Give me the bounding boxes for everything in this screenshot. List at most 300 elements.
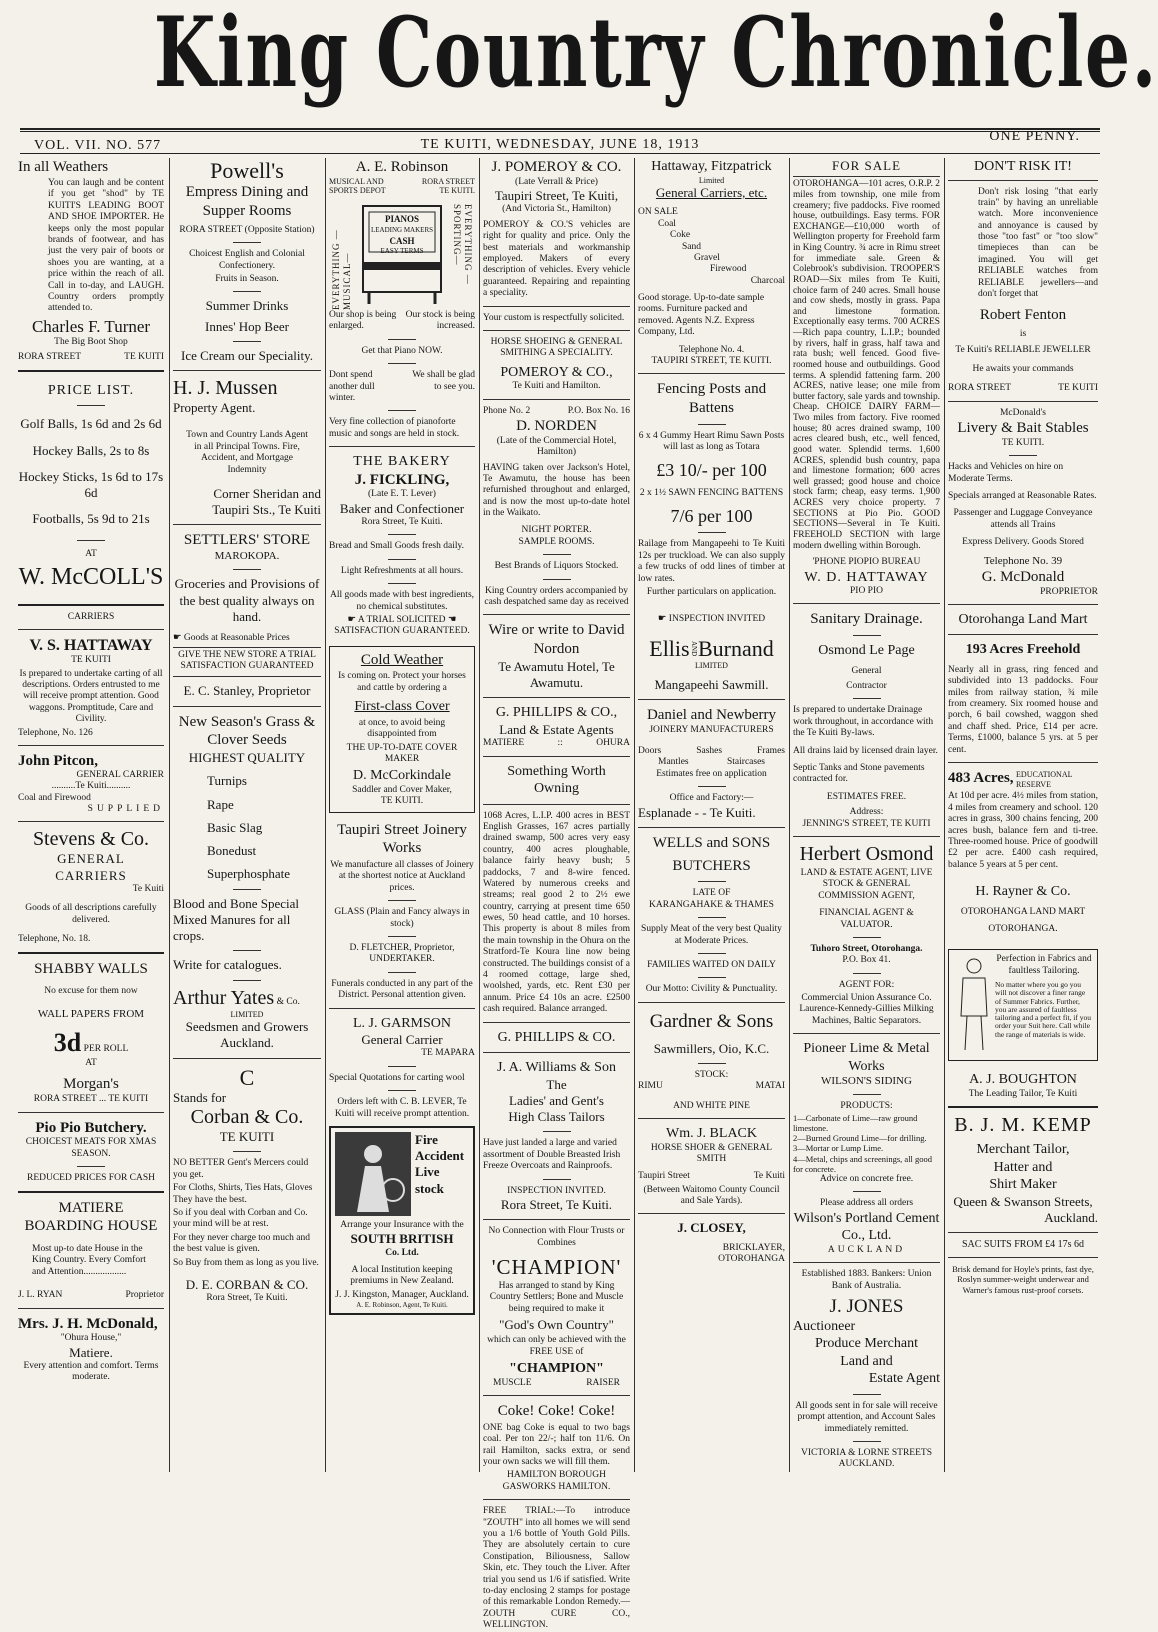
stevens-town: Te Kuiti (132, 883, 164, 894)
stevens-tel: Telephone, No. 18. (18, 934, 91, 945)
mcdonald-house: "Ohura House," (60, 1333, 122, 1344)
robinson-get: Get that Piano NOW. (361, 345, 443, 356)
mart-heading: Otorohanga Land Mart (958, 611, 1088, 627)
sb-arrange: Arrange your Insurance with the (340, 1219, 464, 1230)
sb-local: A local Institution keeping premiums in New Zealand. (350, 1264, 454, 1287)
sb-fire: Fire (415, 1131, 438, 1147)
column-6 (793, 158, 940, 1474)
norden-phone: Phone No. 2 (483, 405, 531, 416)
livery-name: G. McDonald (981, 568, 1065, 585)
column-rule (479, 158, 480, 1472)
norden-name: D. NORDEN (516, 417, 597, 434)
livery-telephone: Telephone No. 39 (983, 554, 1063, 567)
cold-heading: Cold Weather (360, 651, 444, 668)
livery-body3: Passenger and Luggage Conveyance attends all Trains (953, 508, 1093, 530)
bakery-late: (Late E. T. Lever) (368, 489, 436, 500)
dateline-rule (20, 153, 1100, 154)
sanitary-address-label: Address: (849, 807, 884, 818)
yates-name: Arthur Yates (173, 986, 275, 1009)
hattaway-limited: Limited (698, 175, 725, 185)
settlers-guarantee: GIVE THE NEW STORE A TRIAL SATISFACTION GUARANTEED (178, 649, 316, 671)
jones-role: Auctioneer (793, 1318, 856, 1334)
cold-body2: at once, to avoid being disappointed from (358, 717, 446, 740)
cold-maker: THE UP-TO-DATE COVER MAKER (346, 742, 458, 764)
lime-siding: WILSON'S SIDING (821, 1075, 912, 1088)
joinery-body: We manufacture all classes of Joinery at the shortest notice at Auckland prices. (330, 860, 474, 893)
price-item: Hockey Sticks, 1s 6d to 17s 6d (18, 468, 164, 501)
sb-name: SOUTH BRITISH (350, 1231, 454, 1247)
stanley-proprietor: E. C. Stanley, Proprietor (183, 683, 311, 699)
bakery-heading: THE BAKERY (353, 454, 451, 470)
pitcon-name: John Pitcon, (18, 752, 99, 769)
corban-line: For Cloths, Shirts, Ties Hats, Gloves They have the best. (173, 1183, 313, 1205)
sale-town: PIO PIO (850, 586, 883, 597)
rayner-mart: OTOROHANGA LAND MART (960, 906, 1086, 917)
champion-muscle: MUSCLE (493, 1377, 532, 1388)
livery-town: TE KUITI. (1001, 437, 1045, 448)
williams-line: Ladies' and Gent's (509, 1092, 604, 1108)
pomeroy-custom: Your custom is respectfully solicited. (483, 312, 625, 323)
weather-body: You can laugh and be content if you get "shod" by TE KUITI'S LEADING BOOT AND SHOE IMPORTER. He keeps only the most popular brands of footwear, and has just the very pair of boots or shoes you are wanting, at a price within the reach of all. Call in to-day, and LAUGH. Country orders promptly attended to. (48, 178, 164, 314)
garmson-orders: Orders left with C. B. LEVER, Te Kuiti will receive prompt attention. (334, 1097, 470, 1119)
livery-heading2: Livery & Bait Stables (957, 420, 1089, 437)
phillips-town2: OHURA (596, 738, 630, 749)
lime-orders: Please address all orders (819, 1198, 914, 1209)
hattaway-address: TAUPIRI STREET, TE KUITI. (651, 356, 772, 367)
piano-illustration (329, 200, 475, 310)
yates-town: Auckland. (220, 1035, 274, 1051)
ellis-name: Ellis (649, 635, 690, 661)
corban-line: For they never charge too much and the best value is given. (173, 1232, 311, 1255)
joinery-glass: GLASS (Plain and Fancy always in stock) (334, 907, 470, 929)
black-address: Taupiri Street (638, 1171, 690, 1182)
newspaper-title: King Country Chronicle. (153, 0, 1158, 109)
powell-drinks: Summer Drinks (205, 298, 289, 314)
shabby-line: WALL PAPERS FROM (37, 1007, 145, 1020)
kemp-body: Brisk demand for Hoyle's prints, fast dye, Roslyn summer-weight underwear and Warner's famous rust-proof corsets. (952, 1264, 1094, 1295)
sale-item: Firewood (710, 264, 747, 275)
shabby-heading: SHABBY WALLS (34, 960, 148, 977)
robinson-collection: Very fine collection of pianoforte music and songs are held in stock. (329, 417, 460, 439)
daniel-role: JOINERY MANUFACTURERS (649, 724, 774, 735)
bakery-light: Light Refreshments at all hours. (340, 565, 464, 576)
sanitary-role2: Contractor (846, 681, 887, 692)
livery-heading: McDonald's (999, 407, 1047, 418)
robinson-vertical-right: EVERYTHING —SPORTING— (452, 203, 473, 285)
turner-shop: The Big Boot Shop (54, 337, 128, 348)
vsh-telephone: Telephone, No. 126 (18, 727, 93, 738)
robinson-name: A. E. Robinson (355, 159, 449, 175)
wilson-name: Wilson's Portland Cement Co., Ltd. (793, 1210, 940, 1244)
powell-line: Supper Rooms (202, 203, 292, 220)
sale-name: W. D. HATTAWAY (804, 569, 929, 585)
zouth-body: FREE TRIAL:—To introduce "ZOUTH" into all homes we will send you a 1/6 bottle of Youth Gold Pills. They are absolutely certain to cure Constipation, Biliousness, Sallow Skin, etc. They touch the Liver. After trial you send us 1/6 if satisfied. Write to-day enclosing 2 stamps for postage of this remarkable London Remedy.—ZOUTH CURE CO., WELLINGTON. (483, 1506, 630, 1631)
cold-role: Saddler and Cover Maker, (352, 784, 452, 795)
champion-gods: "God's Own Country" (499, 1317, 614, 1333)
piano-label: LEADING MAKERS (370, 225, 434, 234)
mart-483: 483 Acres, (948, 770, 1014, 787)
wilson-town: AUCKLAND (827, 1244, 906, 1255)
black-town: Te Kuiti (753, 1171, 785, 1182)
stevens-name: Stevens & Co. (32, 828, 150, 851)
shabby-price: 3d (53, 1027, 82, 1057)
osmond-agencies: Commercial Union Assurance Co. Laurence-Kennedy-Gillies Milking Machines, Baltic Separators. (799, 993, 934, 1026)
fenton-street: RORA STREET (948, 383, 1012, 394)
powell-name: Powell's (210, 158, 284, 183)
boughton-role: The Leading Tailor, Te Kuiti (968, 1088, 1078, 1099)
norden-hotel: Te Awamutu Hotel, Te Awamutu. (498, 658, 615, 691)
grass-item: Turnips (207, 773, 247, 789)
williams-address: Rora Street, Te Kuiti. (500, 1196, 613, 1212)
mussen-role: Property Agent. (173, 400, 256, 416)
lime-list (793, 1113, 940, 1174)
jones-name: J. JONES (829, 1295, 904, 1317)
norden-porter: NIGHT PORTER. (521, 525, 592, 536)
mussen-name: H. J. Mussen (173, 377, 278, 400)
sb-co: Co. Ltd. (385, 1247, 419, 1258)
mcdonald-town: Matiere. (69, 1344, 113, 1360)
coke-signature: HAMILTON BOROUGH GASWORKS HAMILTON. (502, 1470, 611, 1492)
kemp-sac: SAC SUITS FROM £4 17s 6d (962, 1239, 1084, 1251)
robinson-shop: Our shop is being enlarged. (329, 309, 397, 332)
daniel-frames: Frames (757, 746, 785, 757)
daniel-esplanade: Esplanade - - Te Kuiti. (638, 804, 756, 820)
lime-item: 4—Metal, chips and screenings, all good for concrete. (793, 1153, 933, 1174)
livery-role: PROPRIETOR (1040, 586, 1098, 597)
osmond-role: LAND & ESTATE AGENT, LIVE STOCK & GENERAL COMMISSION AGENT, (800, 867, 933, 901)
corban-initial: C (239, 1064, 255, 1090)
grass-list (173, 773, 321, 882)
top-rule (20, 128, 1100, 130)
williams-name: J. A. Williams & Son (497, 1060, 616, 1076)
norden-box: P.O. Box No. 16 (567, 405, 630, 416)
robinson-address: RORA STREET TE KUITI. (421, 176, 475, 196)
ellis-and: AND (689, 640, 698, 656)
livery-body4: Express Delivery. Goods Stored (962, 537, 1084, 548)
burnand-name: Burnand (697, 635, 774, 661)
volume-number: VOL. VII. NO. 577 (34, 138, 162, 153)
top-rule-thin (20, 131, 1100, 132)
phillips-name: G. PHILLIPS & CO., (495, 705, 618, 721)
corban-town: TE KUITI (219, 1129, 275, 1145)
wells-name: WELLS and SONS (652, 834, 771, 851)
ryan-name: J. L. RYAN (18, 1290, 63, 1301)
mcdonald-name: Mrs. J. H. McDonald, (18, 1315, 158, 1332)
grass-blood: Blood and Bone Special Mixed Manures for all crops. (173, 895, 300, 944)
robinson-glad: We shall be glad to see you. (412, 370, 475, 392)
norden-body: HAVING taken over Jackson's Hotel, Te Awamutu, the house has been refurnished throughout and enlarged, and is now the most up-to-date hotel in the Waikato. (483, 462, 630, 519)
powell-fruit: Fruits in Season. (215, 273, 279, 284)
morgan-address: RORA STREET ... TE KUITI (33, 1094, 149, 1105)
hattaway-items (638, 219, 785, 287)
piano-label: PIANOS (384, 213, 419, 224)
cover-price: ONE PENNY. (989, 129, 1080, 144)
piano-label: EASY TERMS (380, 246, 424, 255)
boughton-name: A. J. BOUGHTON (969, 1072, 1077, 1088)
williams-line: High Class Tailors (508, 1109, 605, 1125)
powell-address: RORA STREET (Opposite Station) (179, 224, 315, 235)
champion-body: Has arranged to stand by King Country Settlers; Bone and Muscle being required to make it (489, 1281, 624, 1314)
sale-item: Sand (682, 241, 701, 252)
closey-town: OTOROHANGA (718, 1254, 785, 1265)
yates-co: & Co. (276, 996, 300, 1007)
livery-body: Hacks and Vehicles on hire on Moderate Terms. (948, 462, 1064, 484)
cold-town: TE KUITI. (380, 796, 424, 807)
column-7 (948, 158, 1098, 1474)
norden-sample: SAMPLE ROOMS. (518, 536, 595, 547)
bakery-bread: Bread and Small Goods fresh daily. (329, 541, 464, 552)
pitcon-line: Coal and Firewood (18, 792, 91, 803)
daniel-mantles: Mantles (658, 757, 689, 768)
matiere-body: Most up-to date House in the King Country. Every Comfort and Attention.................. (32, 1244, 146, 1277)
corban-address: Rora Street, Te Kuiti. (206, 1293, 288, 1304)
norden-brands: Best Brands of Liquors Stocked. (494, 561, 619, 572)
fenton-role: Te Kuiti's RELIABLE JEWELLER (955, 344, 1091, 355)
yates-role: Seedsmen and Growers (185, 1019, 309, 1035)
bakery-satisfaction: SATISFACTION GUARANTEED. (334, 626, 470, 637)
robinson-depot: MUSICAL AND SPORTS DEPOT (329, 176, 386, 196)
hattaway-role: General Carriers, etc. (655, 185, 768, 201)
daniel-staircases: Staircases (727, 757, 765, 768)
vsh-name: V. S. HATTAWAY (29, 636, 153, 654)
wells-body: Supply Meat of the very best Quality at Moderate Prices. (641, 924, 782, 946)
garmson-quote: Special Quotations for carting wool (329, 1072, 465, 1083)
pomeroy-address: Taupiri Street, Te Kuiti, (494, 188, 619, 204)
phillips-role: Land & Estate Agents (499, 721, 614, 737)
tailor-body: No matter where you go you will not discover a finer range of Summer Fabrics. Further, you are assured of faultless tailoring and a perfect fit, if you order your Suit here. Call while the range of materials is wide. (995, 980, 1092, 1039)
closey-name: J. CLOSEY, (677, 1220, 746, 1236)
phillips-body: 1068 Acres, L.I.P. 400 acres in BEST English Grasses, 167 acres partially drained swamp, 500 acres very easy country, 400 acres ploughable, balance fairly heavy bush; 5 paddocks, 7 and 8-wire fenced. Watered by numerous creeks and streams; real good 2 to 2½ ewe country, carrying at present time 650 ewes, 50 head cattle, and 10 horses. This property is about 8 miles from the main township in the Ohura on the Stratford-Te Koura line now being constructed. The buildings consist of a 4 roomed cottage, large shed, woolshed, yards, etc. Rent £30 per annum. Price £4 10s an acre. £2500 cash required. Balance arranged. (483, 810, 630, 1015)
sb-stock: stock (415, 1180, 444, 1196)
sanitary-body: Is prepared to undertake Drainage work throughout, in accordance with the Te Kuiti By-laws. (793, 705, 934, 739)
fencing-body: 6 x 4 Gummy Heart Rimu Sawn Posts will last as long as Totara (638, 430, 785, 453)
fenton-is: is (1019, 329, 1027, 340)
powell-ice: Ice Cream our Speciality. (181, 347, 313, 363)
mccoll-name: W. McCOLL'S (18, 564, 164, 590)
sale-body: OTOROHANGA—101 acres, O.R.P. 2 miles from township, one mile from creamery; five paddocks. Five roomed house, outbuildings. Easy terms. FOR EXCHANGE—£10,000 worth of Wellington property for Freehold farm in King Country. ¾ acre in Rimu street for immediate sale. Green & Colebrook's subdivision. TROOPER'S ROAD—Six miles from Te Kuiti, choice farm of 240 acres. Small house and cow sheds, mostly in grass. Papa and limestone formation. Exceptionally easy terms. 700 ACRES—Rich papa country, L.I.P.; bounded by rivers, half in grass, half tawa and rata bush; well fenced. Good five-roomed house and outbuildings. Good terms. A splendid fattening farm. 200 ACRES, native lease; one mile from butter factory, sale yards and township. Cheap. CHOICE DAIRY FARM—Two miles from factory. Five roomed house; 80 acres drained swamp, 100 acres cleared bush, etc., well fenced, good water. Splendid terms. 1,600 ACRES, splendid bush country, papa and limestone formation; 600 acres well grassed; good house and choice stock farm; cheap, easy terms. 1,900 ACRES very choice property. 7 SECTIONS at Pio Pio. GOOD SECTIONS—Several in Te Kuiti. FREEHOLD SECTION with large modern dwelling within Borough. (793, 179, 941, 551)
price-at: AT (85, 548, 97, 559)
corban-line: NO BETTER Gent's Mercers could you get. (173, 1158, 309, 1180)
robinson-dont: Dont spend another dull winter. (329, 370, 375, 403)
fencing-railage: Railage from Mangapeehi to Te Kuiti 12s per truckload. We can also supply a few trucks of odd lines of timber at low rates. (638, 539, 785, 584)
rayner-town: OTOROHANGA. (988, 923, 1058, 934)
williams-line: The (546, 1076, 567, 1092)
turner-name: Charles F. Turner (31, 316, 151, 336)
garmson-town: TE MAPARA (421, 1048, 475, 1059)
date-place: TE KUITI, WEDNESDAY, JUNE 18, 1913 (420, 137, 700, 152)
bakery-goods: All goods made with best ingredients, no chemical substitutes. (329, 590, 475, 612)
grass-write: Write for catalogues. (173, 957, 282, 973)
sb-agent: A. E. Robinson, Agent, Te Kuiti. (356, 1301, 448, 1310)
daniel-name: Daniel and Newberry (646, 706, 777, 723)
fenton-town: TE KUITI (1058, 383, 1098, 394)
pomeroy-horse: HORSE SHOEING & GENERAL SMITHING A SPECIALITY. (490, 336, 623, 359)
sb-accident: Accident (415, 1148, 465, 1164)
lime-products: PRODUCTS: (840, 1101, 893, 1112)
piopio-line: CHOICEST MEATS FOR XMAS SEASON. (25, 1137, 157, 1159)
fencing-price: £3 10/- per 100 (656, 459, 767, 480)
pitcon-line: ..........Te Kuiti.......... (51, 781, 131, 792)
corban-signature: D. E. CORBAN & CO. (185, 1276, 309, 1292)
jones-role: Produce Merchant (814, 1336, 919, 1352)
daniel-doors: Doors (638, 746, 662, 757)
piopio-heading: Pio Pio Butchery. (35, 1119, 147, 1136)
gardner-rimu: RIMU (638, 1081, 663, 1092)
joinery-heading: Taupiri Street Joinery Works (337, 821, 467, 857)
settlers-heading: SETTLERS' STORE (183, 532, 311, 549)
fenton-awaits: He awaits your commands (972, 363, 1074, 374)
wilson-established: Established 1883. Bankers: Union Bank of Australia. (801, 1269, 932, 1291)
sanitary-heading: Sanitary Drainage. (810, 611, 923, 628)
kemp-role: Hatter and (993, 1159, 1053, 1175)
coke-heading: Coke! Coke! Coke! (497, 1403, 616, 1420)
black-role: HORSE SHOER & GENERAL SMITH (650, 1142, 773, 1164)
column-4: J. POMEROY & CO. (Late Verrall & Price) Taupiri Street, Te Kuiti, (And Victoria St., Hamilton) POMEROY & CO.'S vehicles are right for quality and price. Only the best materials and workmanship employed. Makers of every description of vehicles. Every vehicle guaranteed. Repairing and repainting a speciality. Your custom is respectfully solicited. HORSE SHOEING & GENERAL SMITHING A SPECIALITY. POMEROY & CO., Te Kuiti and Hamilton. Phone No. 2 P.O. Box No. 16 D. NORDEN (Late of the Commercial Hotel, Hamilton) HAVING taken over Jackson's Hotel, Te Awamutu, the house has been refurnished throughout and enlarged, and is now the most up-to-date hotel in the Waikato. NIGHT PORTER. SAMPLE ROOMS. Best Brands of Liquors Stocked. King Country orders accompanied by cash despatched same day as received Wire or write to David Nordon Te Awamutu Hotel, Te Awamutu. G. PHILLIPS & CO., Land & Estate Agents MATIERE :: OHURA Something Worth Owning 1068 Acres, L.I.P. 400 acres in BEST English Grasses, 167 acres partially drained swamp, 500 acres very easy country, 400 acres ploughable, balance fairly heavy bush; 5 paddocks, 7 and 8-wire fenced. Watered by numerous creeks and streams; real good 2 to 2½ ewe country, carrying at present time 650 ewes, 50 head cattle, and 10 horses. This property is about 8 miles from the main township in the Ohura on the Stratford-Te Koura line now being constructed. The buildings consist of a 4 roomed cottage, large shed, woolshed, yards, etc. Rent £30 per annum. Price £4 10s an acre. £2500 cash required. Balance arranged. G. PHILLIPS & CO. J. A. Williams & Son The Ladies' and Gent's High Class Tailors Have just landed a large and varied assortment of Double Breasted Irish Freeze Overcoats and Rainproofs. INSPECTION INVITED. Rora Street, Te Kuiti. No Connection with Flour Trusts or Combines 'CHAMPION' Has arranged to stand by King Country Settlers; Bone and Muscle being required to make it "God's Own Country" which can only be achieved with the FREE USE of "CHAMPION" MUSCLE RAISER Coke! Coke! Coke! ONE bag Coke is equal to two bags coal. Per ton 22/-; half ton 11/6. On rail Hamilton, sacks extra, or send your own sacks we will fill them. HAMILTON BOROUGH GASWORKS HAMILTON. FREE TRIAL:—To introduce "ZOUTH" into all homes we will send you a 1/6 bottle of Youth Gold Pills. They are absolutely certain to cure Constipation, Biliousness, Sallow Skin, etc. They touch the Liver. After trial you send us 1/6 if satisfied. Write to-day enclosing 2 stamps for postage of this remarkable London Remedy.—ZOUTH CURE CO., WELLINGTON. (483, 159, 630, 1631)
cold-cover: First-class Cover (354, 699, 450, 715)
shabby-per: PER ROLL (83, 1043, 129, 1054)
wells-late: LATE OF (692, 888, 731, 899)
piano-label: CASH (389, 235, 415, 246)
matiere-heading: MATIERE (58, 1199, 124, 1216)
daniel-sashes: Sashes (696, 746, 723, 757)
corban-line: So if you deal with Corban and Co. your mind will be at rest. (173, 1207, 308, 1230)
fencing-price2: 7/6 per 100 (670, 505, 753, 526)
williams-body: Have just landed a large and varied assortment of Double Breasted Irish Freeze Overcoats and Rainproofs. (483, 1138, 621, 1172)
sanitary-body3: Septic Tanks and Stone pavements contracted for. (793, 763, 925, 785)
champion-heading: 'CHAMPION' (491, 1254, 622, 1279)
sanitary-body2: All drains laid by licensed drain layer. (793, 745, 938, 756)
turner-town: TE KUITI (124, 352, 164, 363)
sale-phone: 'PHONE PIOPIO BUREAU (812, 557, 921, 568)
bakery-address: Rora Street, Te Kuiti. (361, 516, 443, 527)
shabby-sub: No excuse for them now (44, 986, 138, 997)
price-item: Hockey Balls, 2s to 8s (32, 442, 150, 458)
fencing-particulars: Further particulars on application. (646, 587, 777, 598)
phillips-signature: G. PHILLIPS & CO. (497, 1029, 616, 1045)
joinery-funerals: Funerals conducted in any part of the District. Personal attention given. (331, 978, 473, 1001)
powell-line: Empress Dining and (185, 184, 309, 201)
jones-address: VICTORIA & LORNE STREETS (801, 1447, 932, 1458)
risk-heading: DON'T RISK IT! (948, 158, 1098, 181)
sb-manager: J. J. Kingston, Manager, Auckland. (335, 1289, 469, 1300)
shabby-at: AT (85, 1058, 97, 1069)
grass-quality: HIGHEST QUALITY (188, 750, 306, 766)
column-5: Hattaway, Fitzpatrick Limited General Carriers, etc. ON SALE Coal Coke Sand Gravel Firewood Charcoal Good storage. Up-to-date sample rooms. Furniture packed and removed. Agents N.Z. Express Company, Ltd. Telephone No. 4. TAUPIRI STREET, TE KUITI. Fencing Posts and Battens 6 x 4 Gummy Heart Rimu Sawn Posts will last as long as Totara £3 10/- per 100 2 x 1½ SAWN FENCING BATTENS 7/6 per 100 Railage from Mangapeehi to Te Kuiti 12s per truckload. We can also supply a few trucks of odd lines of timber at low rates. Further particulars on application. ☛ INSPECTION INVITED EllisANDBurnand LIMITED Mangapeehi Sawmill. Daniel and Newberry JOINERY MANUFACTURERS Doors Sashes Frames Mantles Staircases Estimates free on application Office and Factory:— Esplanade - - Te Kuiti. WELLS and SONS BUTCHERS LATE OF KARANGAHAKE & THAMES Supply Meat of the very best Quality at Moderate Prices. FAMILIES WAITED ON DAILY Our Motto: Civility & Punctuality. Gardner & Sons Sawmillers, Oio, K.C. STOCK: RIMU MATAI AND WHITE PINE Wm. J. BLACK HORSE SHOER & GENERAL SMITH Taupiri Street Te Kuiti (Between Waitomo County Council and Sale Yards). J. CLOSEY, BRICKLAYER, OTOROHANGA (638, 159, 785, 1265)
price-list-heading: PRICE LIST. (47, 382, 135, 398)
pomeroy-signature: POMEROY & CO., (500, 364, 613, 380)
lime-item: 1—Carbonate of Lime—raw ground limestone. (793, 1112, 918, 1134)
column-rule (944, 158, 945, 1472)
daniel-estimates: Estimates free on application (656, 768, 767, 779)
grass-item: Superphosphate (207, 866, 291, 882)
settlers-body: Groceries and Provisions of the best quality always on hand. (174, 576, 320, 624)
coke-body: ONE bag Coke is equal to two bags coal. Per ton 22/-; half ton 11/6. On rail Hamilton, sacks extra, or send your own sacks we will fill them. (483, 1422, 630, 1468)
bakery-name: J. FICKLING, (354, 471, 450, 488)
robinson-vertical-left: EVERYTHING —MUSICAL— (331, 229, 352, 310)
closey-role: BRICKLAYER, (722, 1242, 785, 1253)
robinson-stock: Our stock is being increased. (405, 309, 475, 332)
norden-late: (Late of the Commercial Hotel, Hamilton) (496, 435, 617, 458)
masthead (0, 0, 1158, 132)
mart-193: 193 Acres Freehold (965, 642, 1081, 658)
osmond-agent: AGENT FOR: (838, 979, 895, 990)
mart-483-body: At 10d per acre. 4½ miles from station, 4 miles from creamery and school. 120 acres in grass, 300 chains fencing, 200 acres bush, balance fern and ti-tree. Three-roomed house. Price of goodwill £2 per acre. £400 cash required, balance 5 years at 5 per cent. (948, 791, 1098, 870)
black-name: Wm. J. BLACK (666, 1126, 757, 1142)
price-item: Golf Balls, 1s 6d and 2s 6d (20, 416, 162, 432)
jones-town: AUCKLAND. (838, 1459, 895, 1470)
sale-item: Coke (670, 230, 691, 241)
weather-heading: In all Weathers (18, 159, 109, 175)
phillips-worth: Something Worth Owning (507, 763, 606, 797)
wells-place: KARANGAHAKE & THAMES (649, 899, 774, 910)
sanitary-estimates: ESTIMATES FREE. (826, 791, 907, 802)
hattaway-body: Good storage. Up-to-date sample rooms. Furniture packed and removed. Agents N.Z. Express Company, Ltd. (638, 293, 765, 338)
column-rule (789, 158, 790, 1472)
phillips-town1: MATIERE (483, 738, 525, 749)
column-2: Powell's Empress Dining and Supper Rooms RORA STREET (Opposite Station) Choicest English and Colonial Confectionery. Fruits in Season. Summer Drinks Innes' Hop Beer Ice Cream our Speciality. H. J. Mussen Property Agent. Town and Country Lands Agent in all Principal Towns. Fire, Accident, and Mortgage Indemnity Corner Sheridan and Taupiri Sts., Te Kuiti SETTLERS' STORE MAROKOPA. Groceries and Provisions of the best quality always on hand. ☛ Goods at Reasonable Prices GIVE THE NEW STORE A TRIAL SATISFACTION GUARANTEED E. C. Stanley, Proprietor New Season's Grass & Clover Seeds HIGHEST QUALITY Turnips Rape Basic Slag Bonedust Superphosphate Blood and Bone Special Mixed Manures for all crops. Write for catalogues. Arthur Yates & Co. LIMITED Seedsmen and Growers Auckland. C Stands for Corban & Co. TE KUITI NO BETTER Gent's Mercers could you get. For Cloths, Shirts, Ties Hats, Gloves They have the best. So if you deal with Corban and Co. your mind will be at rest. For they never charge too much and the best value is given. So Buy from them as long as you live. D. E. CORBAN & CO. Rora Street, Te Kuiti. (173, 158, 321, 1304)
lime-item: 3—Mortar or Lump Lime. (793, 1143, 884, 1154)
pomeroy-name: J. POMEROY & CO. (491, 159, 622, 175)
osmond-financial: FINANCIAL AGENT & VALUATOR. (819, 908, 914, 930)
gentleman-figure-icon (953, 954, 995, 1054)
settlers-goods: Goods at Reasonable Prices (183, 633, 290, 644)
bakery-trial: A TRIAL SOLICITED (357, 614, 446, 625)
tailor-heading: Perfection in Fabrics and faultless Tailoring. (996, 954, 1092, 976)
wells-role: BUTCHERS (672, 857, 751, 874)
sale-item: Charcoal (750, 275, 785, 286)
matiere-heading2: BOARDING HOUSE (24, 1218, 158, 1235)
column-1 (18, 158, 164, 1474)
champion-line: No Connection with Flour Trusts or Combines (488, 1226, 625, 1248)
cold-body: Is coming on. Protect your horses and cattle by ordering a (338, 671, 466, 693)
rayner-name: H. Rayner & Co. (975, 884, 1071, 900)
britannia-figure-icon (335, 1132, 411, 1216)
gardner-role: Sawmillers, Oio, K.C. (653, 1040, 770, 1056)
piopio-line2: REDUCED PRICES FOR CASH (26, 1173, 155, 1184)
hattaway-sale: ON SALE (638, 207, 678, 218)
yates-limited: LIMITED (230, 1009, 264, 1019)
powell-body: Choicest English and Colonial Confectionery. (189, 249, 305, 271)
hattaway-name: Hattaway, Fitzpatrick (651, 159, 772, 174)
lime-heading: Pioneer Lime & Metal Works (803, 1041, 930, 1074)
corban-name: Corban & Co. (190, 1106, 304, 1129)
gardner-matai: MATAI (755, 1081, 785, 1092)
williams-inspection: INSPECTION INVITED. (507, 1185, 606, 1196)
vsh-body: Is prepared to undertake carting of all descriptions. Orders entrusted to me will receive prompt attention. Good waggons. Promptitude, Care and Civility. (19, 668, 163, 725)
gardner-pine: AND WHITE PINE (673, 1100, 750, 1111)
fencing-battens: 2 x 1½ SAWN FENCING BATTENS (639, 488, 784, 499)
tailor-box (948, 949, 1098, 1061)
livery-body2: Specials arranged at Reasonable Rates. (948, 491, 1097, 502)
price-item: Footballs, 5s 9d to 21s (32, 511, 150, 527)
garmson-role: General Carrier (361, 1032, 443, 1048)
bakery-role: Baker and Confectioner (339, 500, 465, 516)
sanitary-role: General (851, 665, 882, 676)
osmond-name: Herbert Osmond (799, 842, 934, 865)
champion-heading2: "CHAMPION" (509, 1361, 604, 1377)
lime-item: 2—Burned Ground Lime—for drilling. (793, 1133, 927, 1144)
daniel-office: Office and Factory:— (669, 793, 754, 804)
sale-item: Gravel (694, 252, 720, 263)
stevens-body: Goods of all descriptions carefully delivered. (25, 903, 157, 925)
column-rule (169, 158, 170, 1472)
pitcon-line: GENERAL CARRIER (76, 769, 164, 780)
stevens-line: CARRIERS (55, 867, 127, 883)
cold-weather-box (329, 646, 475, 813)
column-rule (325, 158, 326, 1472)
grass-item: Rape (207, 796, 234, 812)
sb-live: Live (415, 1164, 440, 1180)
